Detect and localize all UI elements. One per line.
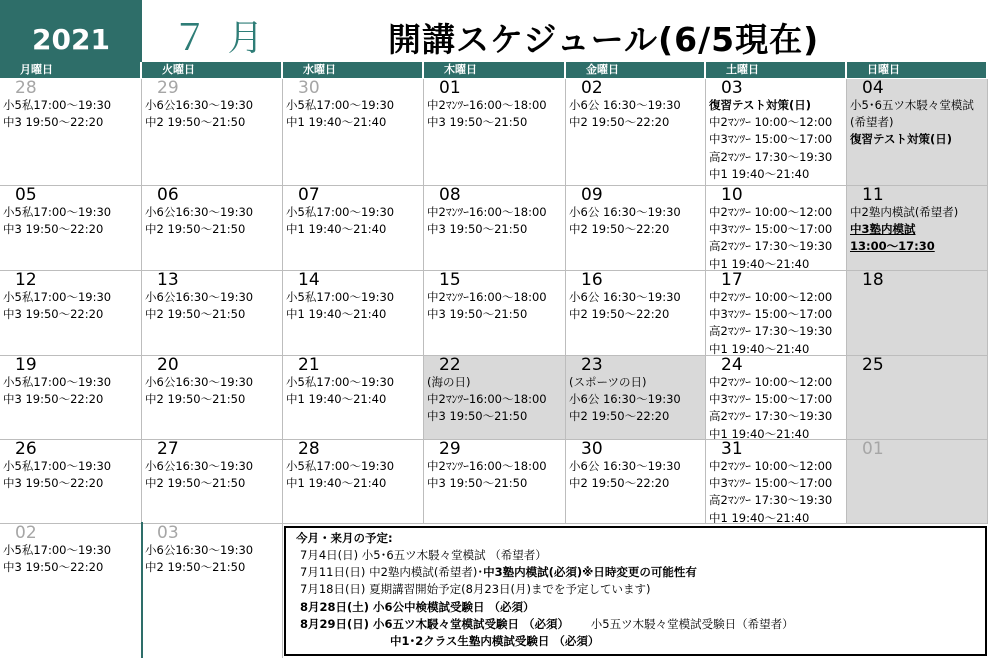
day-cell — [283, 440, 424, 524]
day-number: 31 — [721, 440, 743, 459]
schedule-entry: 中1 19:40～21:40 — [286, 392, 387, 407]
day-number: 28 — [298, 440, 320, 459]
note-text: 8月28日(土) 小6公中検模試受験日 （必須） — [300, 599, 535, 614]
day-number: 24 — [721, 356, 743, 375]
day-number: 22 — [439, 356, 461, 375]
day-cell — [0, 186, 142, 271]
schedule-entry: 小6公 16:30～19:30 — [569, 205, 681, 219]
schedule-entry: 中1 19:40～21:40 — [286, 222, 387, 237]
day-cell — [283, 356, 424, 440]
day-cell — [706, 271, 847, 356]
day-cell — [706, 79, 847, 186]
schedule-entry: 中3 19:50～21:50 — [427, 115, 528, 130]
note-line — [296, 616, 985, 633]
day-cell — [706, 440, 847, 524]
schedule-entry: 中2ﾏﾝﾂｰ16:00～18:00 — [427, 98, 547, 112]
weekday-header: 水曜日 — [283, 62, 422, 78]
note-line — [296, 547, 985, 564]
day-number: 07 — [298, 186, 320, 205]
day-number: 23 — [581, 356, 603, 375]
schedule-entry: 13:00～17:30 — [850, 239, 935, 254]
schedule-entry: 中2 19:50～21:50 — [145, 476, 246, 491]
schedule-entry: 高2ﾏﾝﾂｰ 17:30～19:30 — [709, 493, 833, 508]
day-cell — [0, 356, 142, 440]
day-number: 21 — [298, 356, 320, 375]
day-cell — [424, 271, 566, 356]
schedule-entry: 中1 19:40～21:40 — [286, 115, 387, 130]
day-number: 01 — [439, 79, 461, 98]
day-cell — [706, 356, 847, 440]
schedule-entry: 中3 19:50～22:20 — [3, 307, 104, 322]
upcoming-notes-box — [284, 526, 987, 656]
weekday-header: 火曜日 — [142, 62, 281, 78]
day-number: 18 — [862, 271, 884, 290]
schedule-entry: 小5私17:00～19:30 — [3, 375, 112, 389]
schedule-entry: 高2ﾏﾝﾂｰ 17:30～19:30 — [709, 149, 833, 164]
schedule-entry: 小6公 16:30～19:30 — [569, 392, 681, 407]
day-number: 14 — [298, 271, 320, 290]
schedule-entry: 小5私17:00～19:30 — [3, 459, 112, 473]
day-cell — [142, 79, 283, 186]
schedule-entry: 中2 19:50～21:50 — [145, 307, 246, 322]
day-number: 11 — [862, 186, 884, 205]
schedule-entry: 中1 19:40～21:40 — [709, 256, 810, 271]
month-label: ７ 月 — [172, 18, 268, 59]
schedule-entry: 小6公 16:30～19:30 — [569, 98, 681, 112]
schedule-entry: 小6公16:30～19:30 — [145, 98, 254, 112]
day-cell — [142, 440, 283, 524]
schedule-entry: 復習テスト対策(日) — [850, 132, 953, 147]
day-cell — [847, 440, 988, 524]
schedule-entry: 中2ﾏﾝﾂｰ 10:00～12:00 — [709, 205, 833, 219]
day-cell — [283, 186, 424, 271]
note-line — [296, 633, 985, 650]
schedule-entry: 小6公16:30～19:30 — [145, 375, 254, 389]
schedule-entry: 小5私17:00～19:30 — [286, 459, 395, 473]
day-number: 20 — [157, 356, 179, 375]
note-text: 8月29日(日) 小6五ツ木駸々堂模試受験日 （必須） — [300, 616, 564, 631]
schedule-entry: 中2 19:50～22:20 — [569, 222, 670, 237]
day-cell — [847, 271, 988, 356]
schedule-entry: 中2ﾏﾝﾂｰ 10:00～12:00 — [709, 459, 833, 473]
day-number: 08 — [439, 186, 461, 205]
note-line — [296, 599, 985, 616]
day-number: 19 — [15, 356, 37, 375]
note-text-extra: 小5五ツ木駸々堂模試受験日（希望者） — [579, 616, 794, 631]
schedule-entry: 中2ﾏﾝﾂｰ 10:00～12:00 — [709, 290, 833, 304]
day-cell — [566, 271, 706, 356]
day-number: 27 — [157, 440, 179, 459]
note-line — [296, 564, 985, 581]
day-number: 26 — [15, 440, 37, 459]
schedule-entry: 中2 19:50～22:20 — [569, 115, 670, 130]
day-number: 03 — [157, 524, 179, 543]
schedule-entry: 小5私17:00～19:30 — [286, 290, 395, 304]
left-border-accent — [0, 522, 143, 658]
schedule-entry: 高2ﾏﾝﾂｰ 17:30～19:30 — [709, 324, 833, 339]
day-number: 06 — [157, 186, 179, 205]
day-cell — [142, 186, 283, 271]
schedule-entry: 中3ﾏﾝﾂｰ 15:00～17:00 — [709, 307, 833, 322]
schedule-entry: 中2ﾏﾝﾂｰ16:00～18:00 — [427, 459, 547, 473]
schedule-entry: 高2ﾏﾝﾂｰ 17:30～19:30 — [709, 239, 833, 254]
day-cell — [706, 186, 847, 271]
weekday-header: 木曜日 — [424, 62, 564, 78]
day-cell — [847, 356, 988, 440]
schedule-entry: 小5私17:00～19:30 — [3, 205, 112, 219]
day-cell — [424, 79, 566, 186]
day-number: 29 — [439, 440, 461, 459]
note-text-emphasis: 中3塾内模試(必須)※日時変更の可能性有 — [483, 565, 697, 580]
day-number: 10 — [721, 186, 743, 205]
schedule-entry: 中2ﾏﾝﾂｰ 10:00～12:00 — [709, 115, 833, 130]
day-number: 30 — [581, 440, 603, 459]
schedule-entry: 小5私17:00～19:30 — [3, 543, 112, 557]
weekday-header: 月曜日 — [0, 62, 140, 78]
schedule-entry: 中3 19:50～22:20 — [3, 222, 104, 237]
day-cell — [0, 271, 142, 356]
day-cell — [566, 79, 706, 186]
day-cell — [142, 356, 283, 440]
schedule-entry: 小5私17:00～19:30 — [286, 375, 395, 389]
schedule-entry: 小6公16:30～19:30 — [145, 459, 254, 473]
note-line — [296, 581, 985, 598]
schedule-entry: 中3 19:50～21:50 — [427, 409, 528, 424]
day-cell — [142, 524, 283, 658]
schedule-entry: 中2ﾏﾝﾂｰ16:00～18:00 — [427, 205, 547, 219]
day-number: 15 — [439, 271, 461, 290]
day-cell — [0, 440, 142, 524]
note-text: 7月18日(日) 夏期講習開始予定(8月23日(月)までを予定しています) — [300, 582, 651, 597]
schedule-entry: 中2塾内模試(希望者) — [850, 205, 959, 219]
schedule-entry: 中3ﾏﾝﾂｰ 15:00～17:00 — [709, 476, 833, 491]
day-cell — [424, 356, 566, 440]
schedule-entry: 中3 19:50～22:20 — [3, 392, 104, 407]
schedule-entry: 中3ﾏﾝﾂｰ 15:00～17:00 — [709, 392, 833, 407]
day-cell — [142, 271, 283, 356]
schedule-entry: 小5･6五ツ木駸々堂模試 — [850, 98, 974, 112]
day-number: 13 — [157, 271, 179, 290]
schedule-entry: 中2 19:50～21:50 — [145, 392, 246, 407]
schedule-entry: 中1 19:40～21:40 — [286, 476, 387, 491]
schedule-entry: 小5私17:00～19:30 — [3, 290, 112, 304]
schedule-entry: 復習テスト対策(日) — [709, 98, 812, 112]
schedule-entry: 中2ﾏﾝﾂｰ16:00～18:00 — [427, 290, 547, 304]
day-cell — [283, 79, 424, 186]
day-number: 16 — [581, 271, 603, 290]
schedule-entry: 小5私17:00～19:30 — [286, 205, 395, 219]
weekday-header: 日曜日 — [847, 62, 986, 78]
schedule-entry: 中3 19:50～21:50 — [427, 222, 528, 237]
weekday-header: 金曜日 — [566, 62, 704, 78]
day-cell — [0, 79, 142, 186]
schedule-entry: 中1 19:40～21:40 — [709, 341, 810, 356]
schedule-entry: 小6公 16:30～19:30 — [569, 459, 681, 473]
schedule-entry: 小5私17:00～19:30 — [3, 98, 112, 112]
day-number: 05 — [15, 186, 37, 205]
schedule-entry: 中1 19:40～21:40 — [709, 510, 810, 524]
schedule-entry: (海の日) — [427, 375, 471, 389]
schedule-entry: 中2 19:50～21:50 — [145, 222, 246, 237]
day-cell — [847, 186, 988, 271]
schedule-entry: 小6公16:30～19:30 — [145, 290, 254, 304]
day-cell — [847, 79, 988, 186]
day-cell — [566, 356, 706, 440]
schedule-entry: 中1 19:40～21:40 — [286, 307, 387, 322]
day-number: 17 — [721, 271, 743, 290]
day-number: 04 — [862, 79, 884, 98]
day-number: 12 — [15, 271, 37, 290]
note-text: 中1･2クラス生塾内模試受験日 （必須） — [390, 634, 600, 649]
schedule-entry: 中3 19:50～21:50 — [427, 476, 528, 491]
day-number: 25 — [862, 356, 884, 375]
schedule-entry: 中1 19:40～21:40 — [709, 426, 810, 440]
schedule-entry: 中2 19:50～22:20 — [569, 409, 670, 424]
schedule-entry: 高2ﾏﾝﾂｰ 17:30～19:30 — [709, 409, 833, 424]
schedule-entry: 中2 19:50～22:20 — [569, 307, 670, 322]
day-number: 02 — [15, 524, 37, 543]
schedule-entry: 中2 19:50～22:20 — [569, 476, 670, 491]
day-number: 02 — [581, 79, 603, 98]
schedule-entry: 中2 19:50～21:50 — [145, 115, 246, 130]
day-number: 30 — [298, 79, 320, 98]
notes-list — [296, 547, 985, 650]
schedule-entry: 中3塾内模試 — [850, 222, 916, 237]
day-cell — [566, 440, 706, 524]
day-number: 29 — [157, 79, 179, 98]
schedule-entry: 小6公 16:30～19:30 — [569, 290, 681, 304]
schedule-entry: 中3ﾏﾝﾂｰ 15:00～17:00 — [709, 222, 833, 237]
note-text: 7月4日(日) 小5･6五ツ木駸々堂模試 （希望者） — [300, 548, 547, 562]
notes-title: 今月・来月の予定: — [296, 531, 393, 545]
schedule-entry: 中2ﾏﾝﾂｰ 10:00～12:00 — [709, 375, 833, 389]
day-cell — [424, 186, 566, 271]
note-text: 7月11日(日) 中2塾内模試(希望者)･ — [300, 565, 484, 580]
day-cell — [283, 271, 424, 356]
schedule-entry: 中3 19:50～21:50 — [427, 307, 528, 322]
schedule-entry: 中1 19:40～21:40 — [709, 166, 810, 181]
weekday-header: 土曜日 — [706, 62, 845, 78]
day-number: 28 — [15, 79, 37, 98]
day-number: 03 — [721, 79, 743, 98]
schedule-entry: 小6公16:30～19:30 — [145, 205, 254, 219]
schedule-entry: 中3 19:50～22:20 — [3, 560, 104, 575]
schedule-entry: 中3ﾏﾝﾂｰ 15:00～17:00 — [709, 132, 833, 147]
day-number: 09 — [581, 186, 603, 205]
schedule-entry: 中2 19:50～21:50 — [145, 560, 246, 575]
schedule-entry: 中3 19:50～22:20 — [3, 476, 104, 491]
schedule-entry: 小6公16:30～19:30 — [145, 543, 254, 557]
year-label: 2021 — [0, 0, 142, 62]
day-cell — [566, 186, 706, 271]
schedule-entry: (希望者) — [850, 115, 894, 130]
schedule-entry: 中3 19:50～22:20 — [3, 115, 104, 130]
day-cell — [424, 440, 566, 524]
schedule-entry: 小5私17:00～19:30 — [286, 98, 395, 112]
schedule-entry: 中2ﾏﾝﾂｰ16:00～18:00 — [427, 392, 547, 407]
page-title: 開講スケジュール(6/5現在) — [388, 20, 820, 59]
schedule-entry: (スポーツの日) — [569, 375, 647, 389]
day-number: 01 — [862, 440, 884, 459]
